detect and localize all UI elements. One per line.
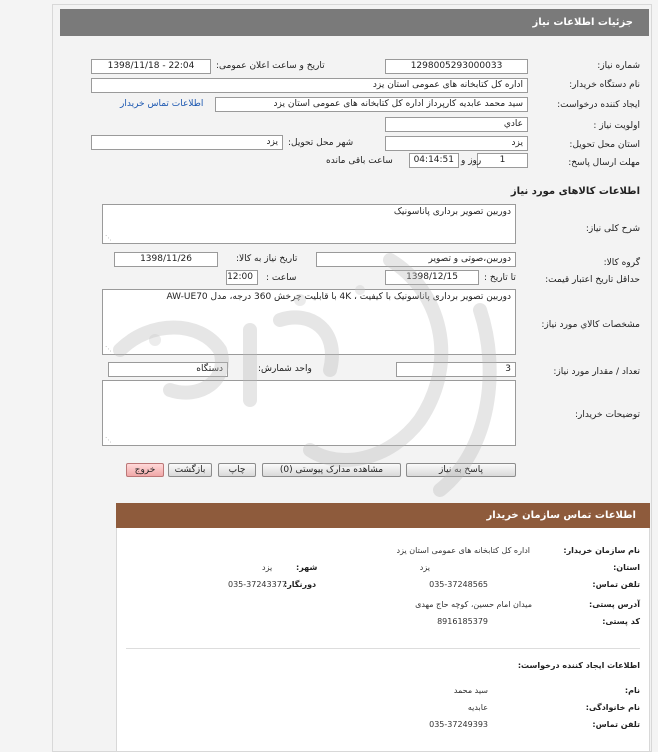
resize-grip-icon: ⋰ xyxy=(105,345,112,353)
contact-phone-value: 035-37248565 xyxy=(429,580,488,589)
qty-label: تعداد / مقدار مورد نیاز: xyxy=(553,367,640,377)
group-field[interactable]: دوربین،صوتی و تصویر xyxy=(316,252,516,267)
days-word: روز و xyxy=(461,156,482,166)
divider xyxy=(126,648,640,649)
contact-panel xyxy=(116,503,650,752)
need-number-field[interactable]: 1298005293000033 xyxy=(385,59,528,74)
min-validity-label: حداقل تاریخ اعتبار قیمت: xyxy=(545,275,640,285)
creator-phone-label: تلفن تماس: xyxy=(592,720,640,729)
contact-fax-label: دورنگار: xyxy=(284,580,317,589)
buyer-org-field[interactable]: اداره کل کتابخانه های عمومی استان یزد xyxy=(91,78,528,93)
contact-fax-value: 035-37243377 xyxy=(228,580,287,589)
group-label: گروه کالا: xyxy=(603,258,640,268)
province-label: استان محل تحویل: xyxy=(569,140,640,150)
contact-city-value: یزد xyxy=(262,563,273,572)
contact-address-label: آدرس پستی: xyxy=(589,600,640,609)
contact-title: اطلاعات تماس سازمان خریدار xyxy=(116,503,650,528)
time-label: ساعت : xyxy=(266,273,297,283)
unit-label: واحد شمارش: xyxy=(258,364,312,374)
contact-province-label: استان: xyxy=(613,563,640,572)
resize-grip-icon: ⋰ xyxy=(105,234,112,242)
unit-field[interactable]: دستگاه xyxy=(108,362,228,377)
creator-phone-value: 035-37249393 xyxy=(429,720,488,729)
contact-org-label: نام سازمان خریدار: xyxy=(563,546,640,555)
summary-text: دوربین تصویر برداری پاناسونیک xyxy=(393,207,511,217)
contact-city-label: شهر: xyxy=(296,563,318,572)
buyer-desc-label: توضیحات خریدار: xyxy=(574,410,640,420)
specs-label: مشخصات کالاي مورد نیاز: xyxy=(541,320,640,330)
time-field[interactable]: 12:00 xyxy=(226,270,258,285)
specs-text: دوربین تصویر برداری پاناسونیک با کیفیت ، 4K با قابلیت چرخش 360 درجه، مدل AW-UE70 xyxy=(166,292,511,302)
need-date-field[interactable]: 1398/11/26 xyxy=(114,252,218,267)
specs-textarea[interactable] xyxy=(102,289,516,355)
buyer-org-label: نام دستگاه خریدار: xyxy=(569,80,640,90)
announce-date-field[interactable]: 1398/11/18 - 22:04 xyxy=(91,59,211,74)
qty-field[interactable]: 3 xyxy=(396,362,516,377)
remaining-word: ساعت باقی مانده xyxy=(326,156,393,166)
back-button[interactable]: بازگشت xyxy=(168,463,212,477)
contact-phone-label: تلفن تماس: xyxy=(592,580,640,589)
priority-label: اولویت نیاز : xyxy=(593,121,640,131)
goods-section-title: اطلاعات کالاهای مورد نیاز xyxy=(510,186,640,197)
contact-address-value: میدان امام حسین، کوچه حاج مهدی xyxy=(415,600,532,609)
province-field[interactable]: یزد xyxy=(385,136,528,151)
need-date-label: تاریخ نیاز به کالا: xyxy=(236,254,298,264)
contact-org-value: اداره کل کتابخانه های عمومی استان یزد xyxy=(396,546,530,555)
buyer-contact-link[interactable]: اطلاعات تماس خریدار xyxy=(120,99,204,109)
deadline-time-field[interactable]: 04:14:51 xyxy=(409,153,459,168)
creator-section-label: اطلاعات ایجاد کننده درخواست: xyxy=(517,661,640,670)
creator-lastname-value: عابدیه xyxy=(467,703,488,712)
resize-grip-icon: ⋰ xyxy=(105,436,112,444)
summary-label: شرح کلی نیاز: xyxy=(585,224,640,234)
print-button[interactable]: چاپ xyxy=(218,463,256,477)
creator-name-value: سید محمد xyxy=(453,686,488,695)
deadline-days-field[interactable]: 1 xyxy=(477,153,528,168)
contact-postal-label: کد پستی: xyxy=(602,617,640,626)
contact-postal-value: 8916185379 xyxy=(437,617,488,626)
buyer-desc-textarea[interactable] xyxy=(102,380,516,446)
city-field[interactable]: یزد xyxy=(91,135,283,150)
exit-button[interactable]: خروج xyxy=(126,463,164,477)
creator-lastname-label: نام خانوادگی: xyxy=(585,703,640,712)
deadline-label: مهلت ارسال پاسخ: xyxy=(568,158,640,168)
creator-name-label: نام: xyxy=(624,686,640,695)
reply-button[interactable]: پاسخ به نیاز xyxy=(406,463,516,477)
summary-textarea[interactable] xyxy=(102,204,516,244)
attachments-button[interactable]: مشاهده مدارک پیوستی (0) xyxy=(262,463,401,477)
page-title: جزئیات اطلاعات نیاز xyxy=(60,9,649,36)
contact-province-value: یزد xyxy=(419,563,430,572)
announce-date-label: تاریخ و ساعت اعلان عمومی: xyxy=(216,61,325,71)
until-date-field[interactable]: 1398/12/15 xyxy=(385,270,479,285)
until-date-label: تا تاریخ : xyxy=(484,273,516,283)
creator-label: ایجاد کننده درخواست: xyxy=(557,100,640,110)
priority-field[interactable]: عادي xyxy=(385,117,528,132)
need-number-label: شماره نیاز: xyxy=(597,61,640,71)
creator-field[interactable]: سید محمد عابدیه کارپرداز اداره کل کتابخانه های عمومی استان یزد xyxy=(215,97,528,112)
city-label: شهر محل تحویل: xyxy=(288,138,354,148)
